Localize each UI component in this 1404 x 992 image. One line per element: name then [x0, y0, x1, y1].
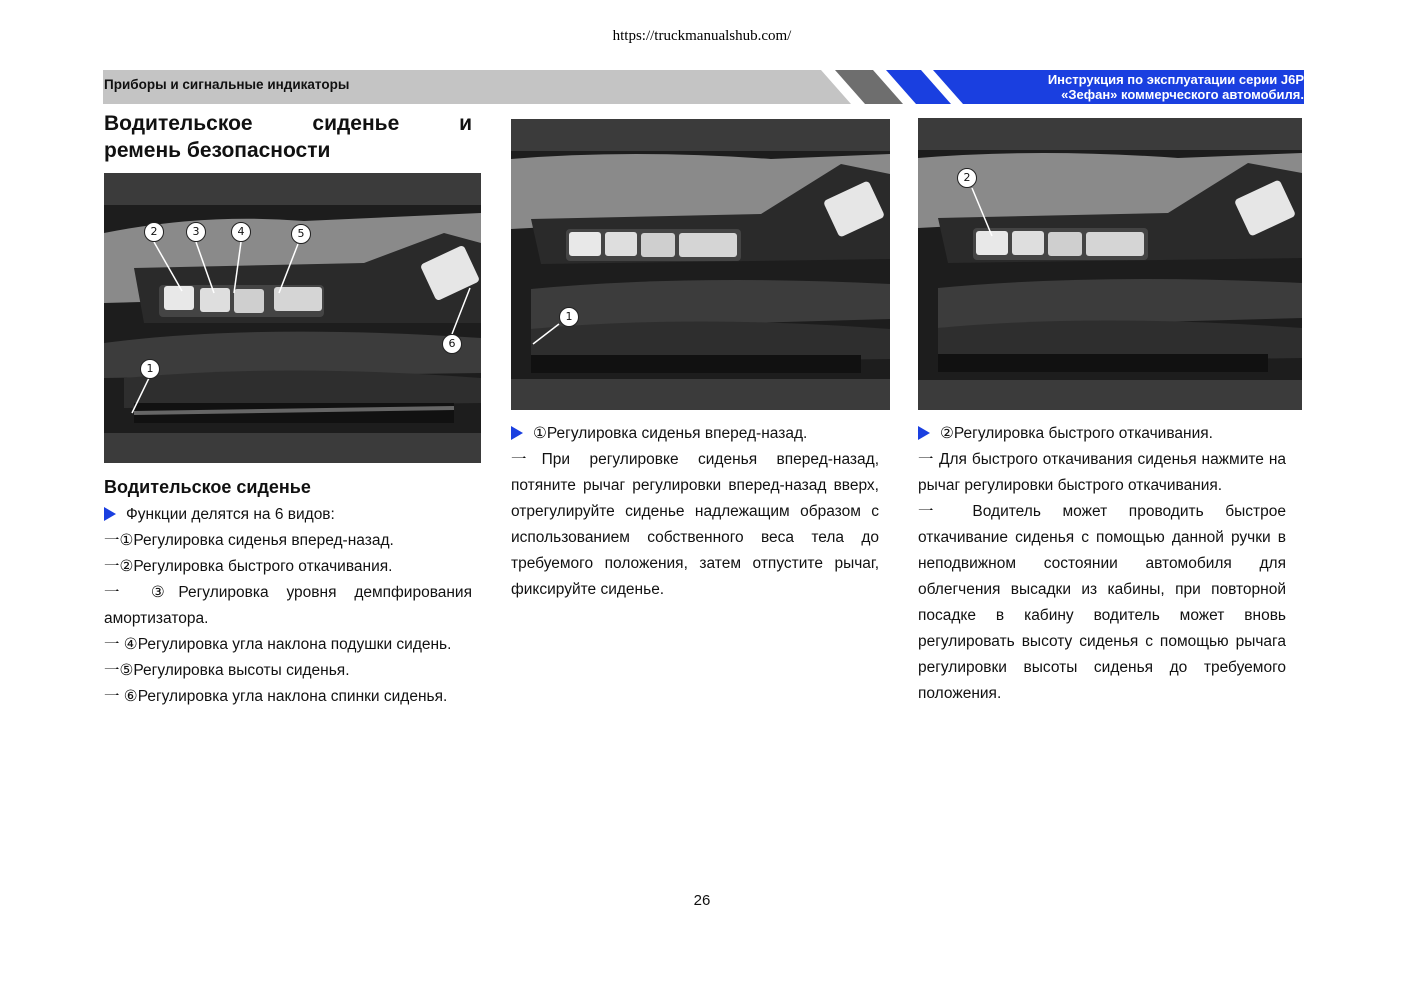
quick-release-heading: ②Регулировка быстрого откачивания. — [918, 421, 1286, 447]
quick-release-body-1: 一 Для быстрого откачивания сиденья нажмите на рычаг регулировки быстрого откачивания. — [918, 451, 1286, 494]
callout-6: 6 — [442, 334, 462, 354]
series-title — [1048, 72, 1304, 102]
triangle-bullet-icon — [511, 426, 523, 440]
seat-photo-functions — [104, 173, 481, 463]
section-title: Приборы и сигнальные индикаторы — [104, 77, 350, 92]
seat-photo-fore-aft — [511, 119, 890, 410]
page-number: 26 — [693, 892, 711, 909]
seat-photo-quick-release — [918, 118, 1302, 410]
column-seat-functions — [104, 474, 472, 710]
function-item: 一①Регулировка сиденья вперед-назад. — [104, 532, 394, 549]
column-quick-release — [918, 421, 1286, 707]
function-item: 一 ⑥Регулировка угла наклона спинки сиденья. — [104, 688, 448, 705]
source-url[interactable]: https://truckmanualshub.com/ — [612, 28, 792, 44]
subhead-driver-seat: Водительское сиденье — [104, 477, 311, 497]
function-item: 一 ③Регулировка уровня демпфирования амортизатора. — [104, 584, 472, 627]
function-item: 一②Регулировка быстрого откачивания. — [104, 558, 393, 575]
callout-2: 2 — [144, 222, 164, 242]
fore-aft-body: 一При регулировке сиденья вперед-назад, потяните рычаг регулировки вперед-назад вверх, отрегулируйте сиденье надлежащим образом с использованием собственного веса тела до требуемого положения, затем отпустите рычаг, фиксируйте сиденье. — [511, 451, 879, 598]
callout-2: 2 — [957, 168, 977, 188]
page-title — [104, 110, 472, 164]
callout-1: 1 — [559, 307, 579, 327]
quick-release-body-2: 一 Водитель может проводить быстрое откачивание сиденья с помощью данной ручки в неподвижном состоянии автомобиля для облегчения высадки из кабины, при повторной посадке в кабину водитель может вновь регулировать высоту сиденья с помощью рычага регулировки высоты сиденья до требуемого положения. — [918, 503, 1286, 702]
triangle-bullet-icon — [104, 507, 116, 521]
callout-5: 5 — [291, 224, 311, 244]
callout-1: 1 — [140, 359, 160, 379]
functions-intro: Функции делятся на 6 видов: — [104, 502, 472, 528]
callout-4: 4 — [231, 222, 251, 242]
title-word1: Водительское — [104, 112, 253, 135]
title-word3: и — [459, 112, 472, 135]
title-word2: сиденье — [312, 112, 400, 135]
triangle-bullet-icon — [918, 426, 930, 440]
callout-3: 3 — [186, 222, 206, 242]
column-fore-aft — [511, 421, 879, 603]
function-item: 一⑤Регулировка высоты сиденья. — [104, 662, 350, 679]
function-item: 一 ④Регулировка угла наклона подушки сидень. — [104, 636, 452, 653]
title-line2: ремень безопасности — [104, 139, 331, 162]
fore-aft-heading: ①Регулировка сиденья вперед-назад. — [511, 421, 879, 447]
series-title-line2: «Зефан» коммерческого автомобиля. — [1061, 87, 1304, 102]
series-title-line1: Инструкция по эксплуатации серии J6P — [1047, 72, 1304, 87]
